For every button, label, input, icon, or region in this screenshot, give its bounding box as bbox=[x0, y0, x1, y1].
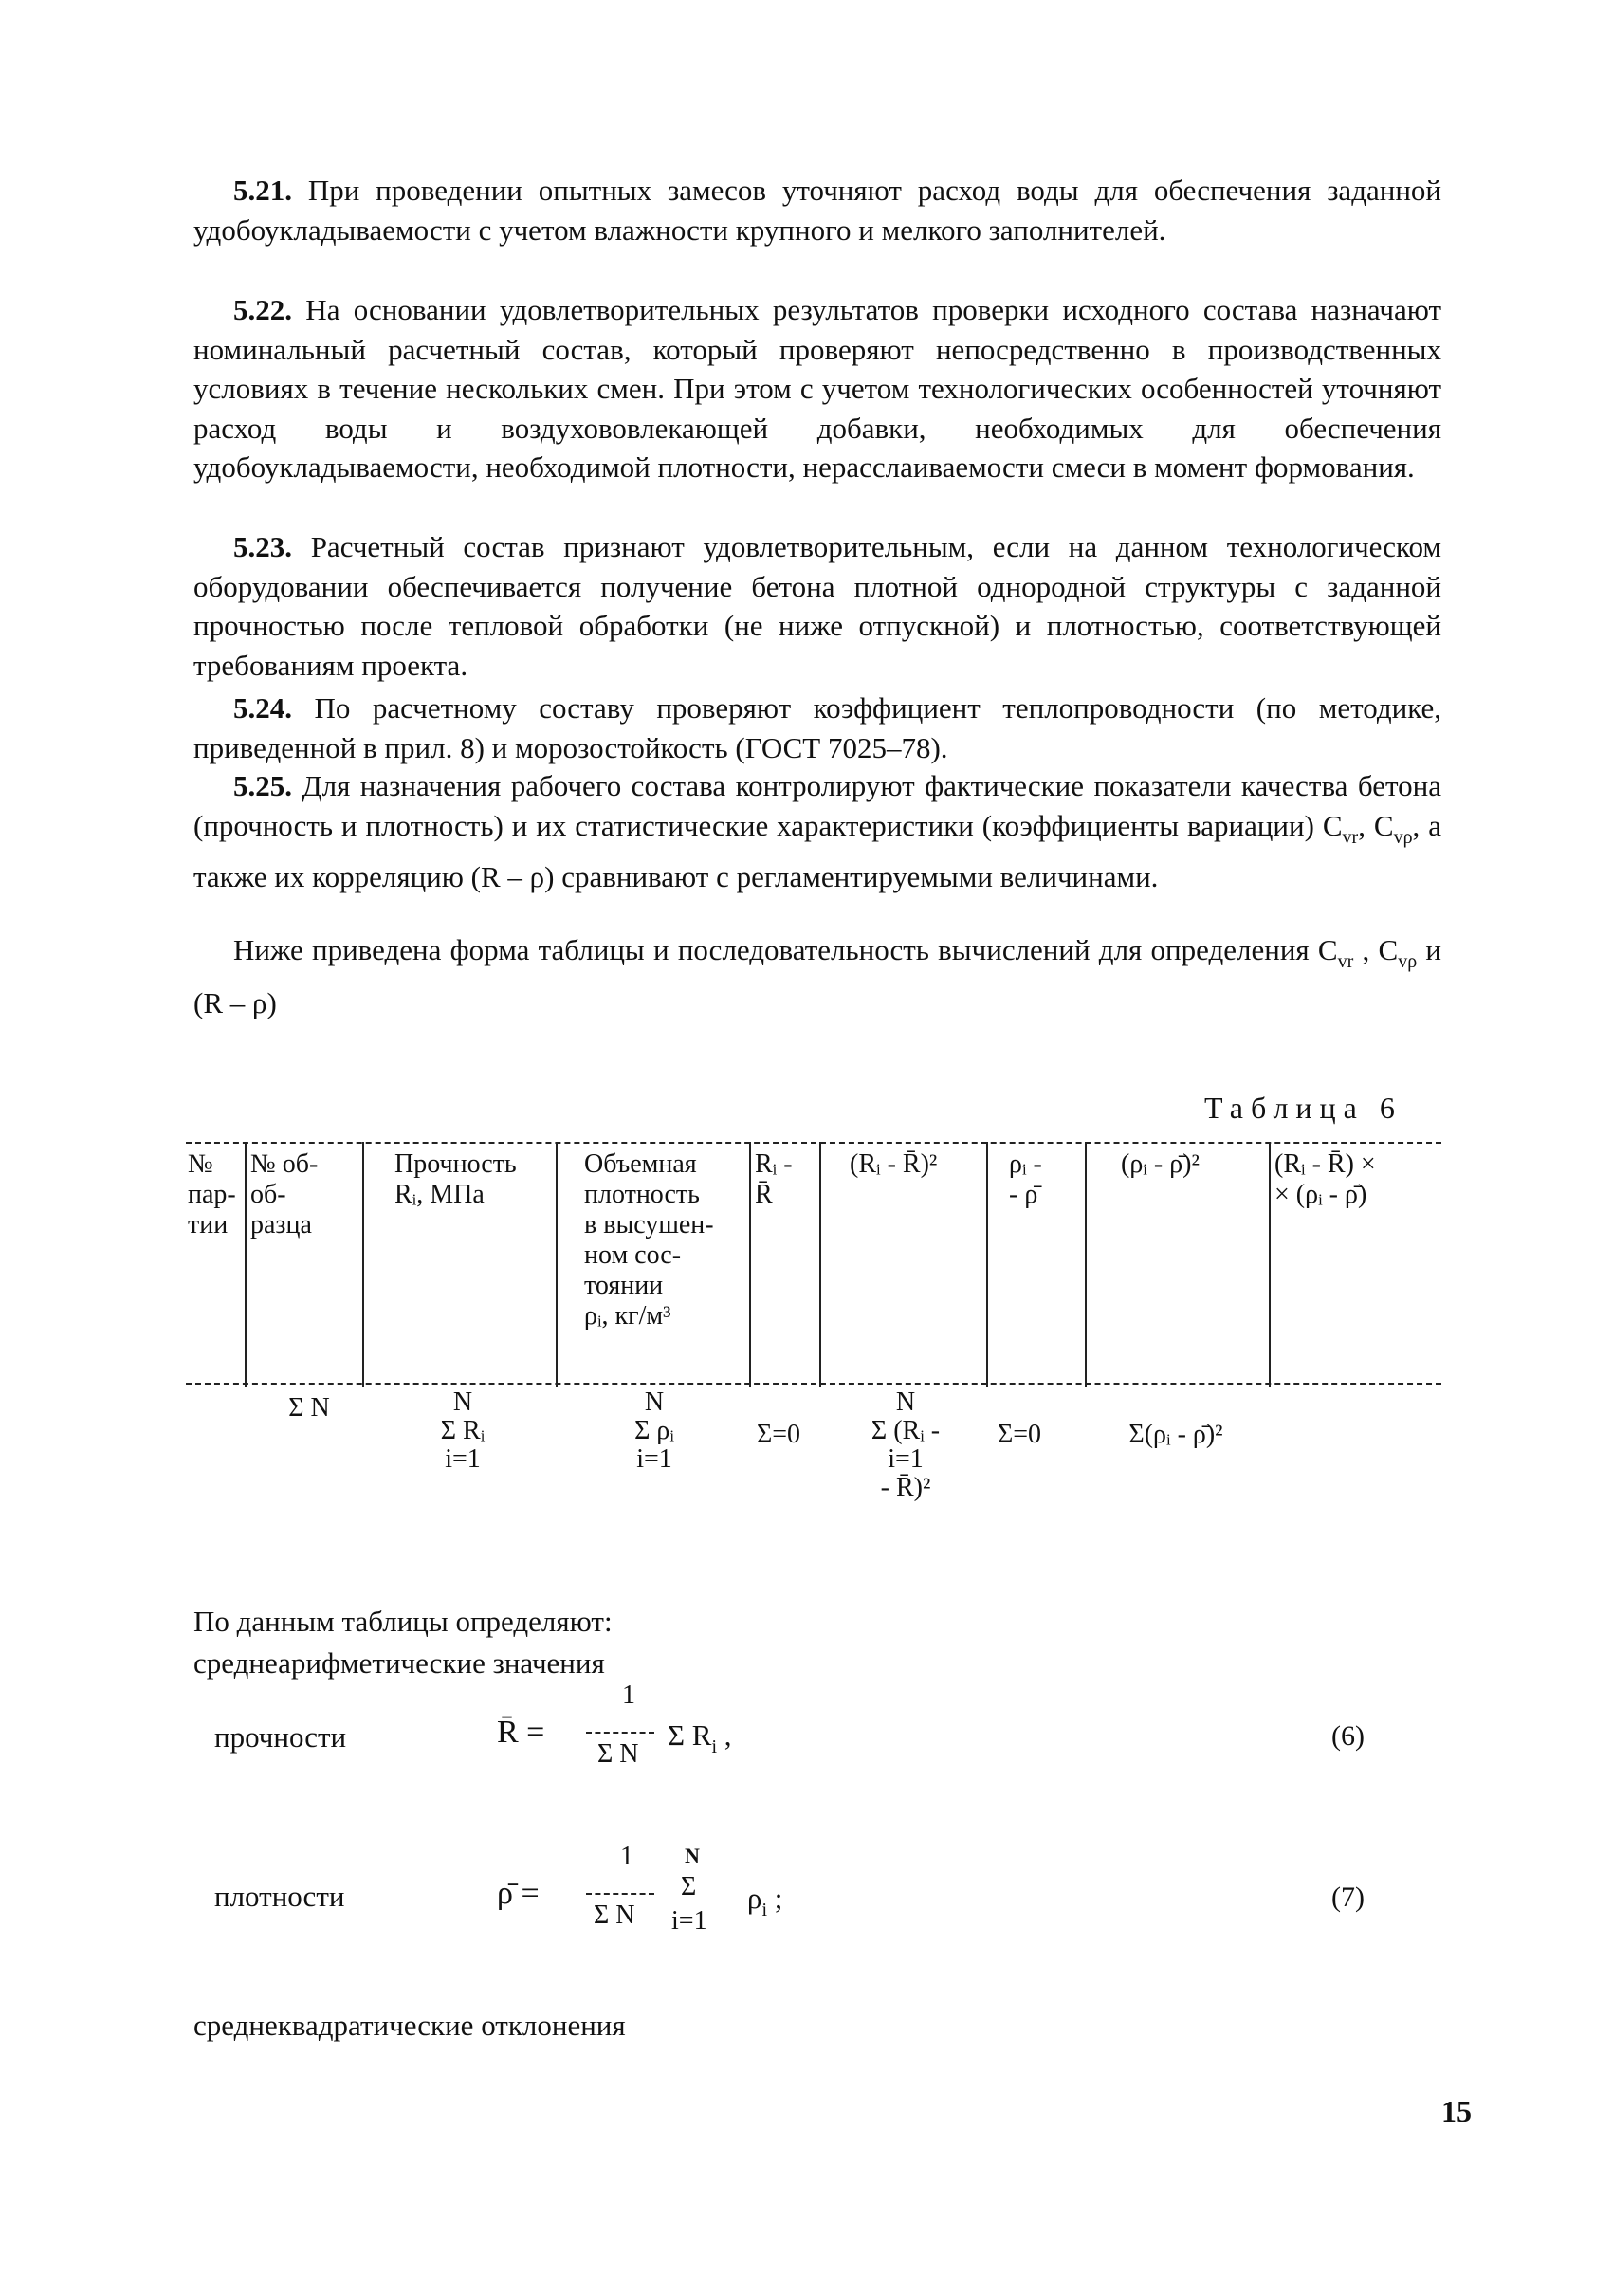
formula-6-numerator: 1 bbox=[622, 1681, 635, 1710]
header-rho-deviation: ρᵢ - - ρ̄ bbox=[1009, 1149, 1042, 1209]
header-batch-no: № пар- тии bbox=[188, 1149, 236, 1240]
sum-n: Σ N bbox=[288, 1393, 330, 1423]
formula-7-sum-upper: N bbox=[685, 1844, 700, 1867]
paragraph-5-23: 5.23. Расчетный состав признают удовлетворительным, если на данном технологическом оборудовании обеспечивается получение бетона плотной однородной структуры с заданной прочностью после тепловой обработки (не ниже отпускной) и плотностью, соответствующей требованиям проекта. bbox=[193, 530, 1441, 682]
column-divider bbox=[245, 1142, 247, 1387]
header-product: (Rᵢ - R̄) × × (ρᵢ - ρ̄) bbox=[1274, 1149, 1376, 1209]
formula-7-rhs: $\rho_i$ ; bbox=[747, 1882, 783, 1920]
sum-r-deviation: Σ=0 bbox=[756, 1420, 801, 1449]
formula-6-fraction-bar bbox=[586, 1732, 654, 1734]
header-sample-no: № об- об- разца bbox=[250, 1149, 319, 1240]
sum-density: N Σ ρᵢ i=1 bbox=[634, 1387, 674, 1474]
formula-6-lhs: R̄ = bbox=[497, 1715, 545, 1750]
table-sums-row bbox=[0, 1387, 1613, 1536]
column-divider bbox=[819, 1142, 821, 1387]
sum-r-deviation-squared: N Σ (Rᵢ - i=1 - R̄)² bbox=[871, 1387, 941, 1502]
formula-7-fraction-bar bbox=[586, 1893, 654, 1895]
formula-7-denominator: Σ N bbox=[594, 1901, 635, 1930]
paragraph-5-24: 5.24. По расчетному составу проверяют коэффициент теплопроводности (по методике, приведенной в прил. 8) и морозостойкость (ГОСТ 7025–78). bbox=[193, 691, 1441, 764]
formula-7-sum-lower: i=1 bbox=[671, 1906, 707, 1936]
paragraph-table-intro: Ниже приведена форма таблицы и последовательность вычислений для определения $C_{vr}$ , $C_{v\rho}$ и (R – ρ) bbox=[193, 933, 1441, 1019]
formula-7-lhs: ρ̄ = bbox=[497, 1876, 540, 1911]
formula-6-rhs: Σ $R_i$ , bbox=[668, 1718, 732, 1757]
sum-strength: N Σ Rᵢ i=1 bbox=[440, 1387, 486, 1474]
paragraph-5-22: 5.22. На основании удовлетворительных результатов проверки исходного состава назначают номинальный расчетный состав, который проверяют непосредственно в производственных условиях в течение нескольких смен. При этом с учетом технологических особенностей уточняют расход воды и воздухововлекающей добавки, необходимых для обеспечения удобоукладываемости, необходимой плотности, нерасслаиваемости смеси в момент формования. bbox=[193, 293, 1441, 484]
formula-7-numerator: 1 bbox=[620, 1842, 633, 1871]
paragraph-5-25: 5.25. Для назначения рабочего состава контролируют фактические показатели качества бетона (прочность и плотность) и их статистические характеристики (коэффициенты вариации) $C_{vr}$, $C_{v\rho}$, а также их корреляцию (R – ρ) сравнивают с регламентируемыми величинами. bbox=[193, 769, 1441, 893]
paragraph-5-21: 5.21. При проведении опытных замесов уточняют расход воды для обеспечения заданной удобоукладываемости с учетом влажности крупного и мелкого заполнителей. bbox=[193, 174, 1441, 247]
header-r-deviation: Rᵢ - R̄ bbox=[755, 1149, 793, 1209]
header-r-deviation-squared: (Rᵢ - R̄)² bbox=[850, 1149, 938, 1179]
page-number: 15 bbox=[1441, 2094, 1472, 2128]
sum-rho-deviation: Σ=0 bbox=[997, 1420, 1042, 1449]
table-top-rule bbox=[186, 1142, 1441, 1144]
table-bottom-rule bbox=[186, 1383, 1441, 1385]
equation-number-7: (7) bbox=[1331, 1882, 1365, 1913]
header-density: Объемная плотность в высушен- ном сос- тоянии ρᵢ, кг/м³ bbox=[584, 1149, 714, 1331]
column-divider bbox=[1085, 1142, 1087, 1387]
table-caption: Таблица 6 bbox=[1204, 1091, 1402, 1125]
formula-6-denominator: Σ N bbox=[597, 1739, 639, 1769]
table-6 bbox=[186, 1142, 1441, 1387]
header-strength: Прочность Rᵢ, МПа bbox=[394, 1149, 517, 1209]
formula-7-sigma: Σ bbox=[681, 1872, 697, 1901]
column-divider bbox=[986, 1142, 988, 1387]
sum-rho-deviation-squared: Σ(ρᵢ - ρ̄)² bbox=[1128, 1420, 1223, 1449]
column-divider bbox=[556, 1142, 558, 1387]
header-rho-deviation-squared: (ρᵢ - ρ̄)² bbox=[1121, 1149, 1200, 1179]
formula-7-label: плотности bbox=[214, 1880, 345, 1913]
formula-6-label: прочности bbox=[214, 1720, 347, 1754]
column-divider bbox=[749, 1142, 751, 1387]
text-arithmetic-means: среднеарифметические значения bbox=[193, 1646, 605, 1680]
equation-number-6: (6) bbox=[1331, 1720, 1365, 1752]
text-by-table-data: По данным таблицы определяют: bbox=[193, 1605, 613, 1638]
column-divider bbox=[1269, 1142, 1271, 1387]
column-divider bbox=[362, 1142, 364, 1387]
text-standard-deviations: среднеквадратические отклонения bbox=[193, 2009, 626, 2042]
